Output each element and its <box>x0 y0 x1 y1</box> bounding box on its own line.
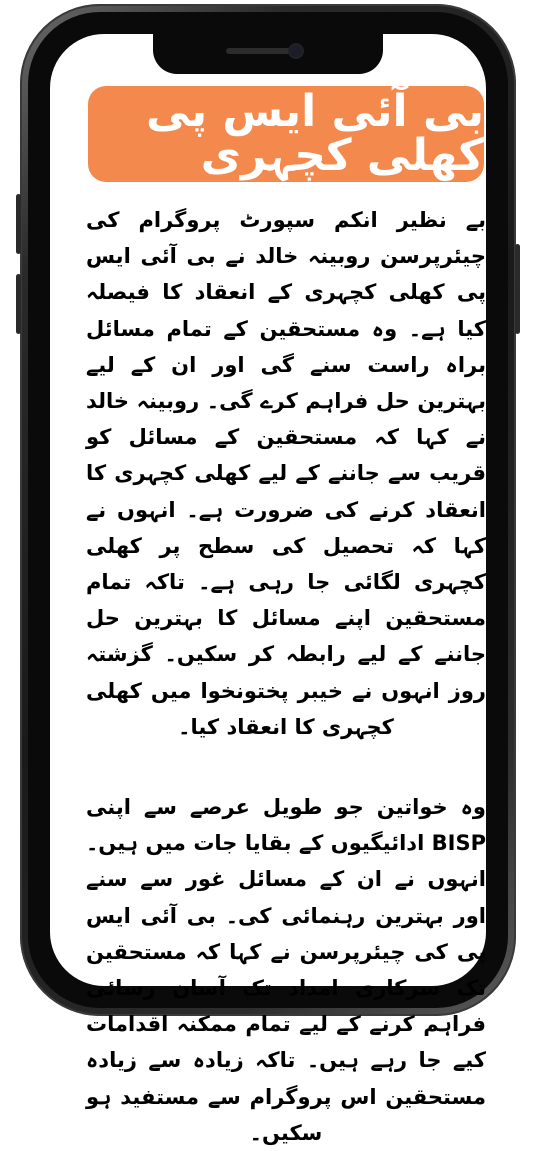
phone-notch <box>153 34 383 74</box>
title-banner <box>88 86 484 182</box>
phone-side-button <box>16 274 21 334</box>
article-paragraph: وہ خواتین جو طویل عرصے سے اپنی BISP ادائیگیوں کے بقایا جات میں ہیں۔ انہوں نے ان کے مسائل غور سے سنے اور بہترین رہنمائی کی۔ بی آئی ایس پی کی چیئرپرسن نے کہا کہ مستحقین تک سرکاری امداد تک آسان رسائی فراہم کرنے کے لیے تمام ممکنہ اقدامات کیے جا رہے ہیں۔ تاکہ زیادہ سے زیادہ مستحقین اس پروگرام سے مستفید ہو سکیں۔ <box>86 795 486 1145</box>
phone-bezel <box>28 12 508 1145</box>
banner-title: بی آئی ایس پی کھلی کچہری <box>146 86 484 181</box>
article-paragraph: بے نظیر انکم سپورٹ پروگرام کی چیئرپرسن روبینہ خالد نے بی آئی ایس پی کھلی کچہری کے انعقاد کا فیصلہ کیا ہے۔ وہ مستحقین کے تمام مسائل براہ راست سنے گی اور ان کے لیے بہترین حل فراہم کرے گی۔ روبینہ خالد نے کہا کہ مستحقین کے مسائل کو قریب سے جاننے کے لیے کھلی کچہری کا انعقاد کرنے کی ضرورت ہے۔ انہوں نے کہا کہ تحصیل کی سطح پر کھلی کچہری لگائی جا رہی ہے۔ تاکہ تمام مستحقین اپنے مسائل کا بہترین حل جاننے کے لیے رابطہ کر سکیں۔ گزشتہ روز انہوں نے خیبر پختونخوا میں کھلی کچہری کا انعقاد کیا۔ <box>86 208 486 739</box>
phone-side-button <box>515 244 520 334</box>
article-body <box>86 202 486 1151</box>
phone-side-button <box>16 194 21 254</box>
phone-frame <box>20 4 516 1145</box>
phone-screen <box>50 34 486 1145</box>
camera-icon <box>290 45 302 57</box>
speaker-icon <box>226 48 296 54</box>
